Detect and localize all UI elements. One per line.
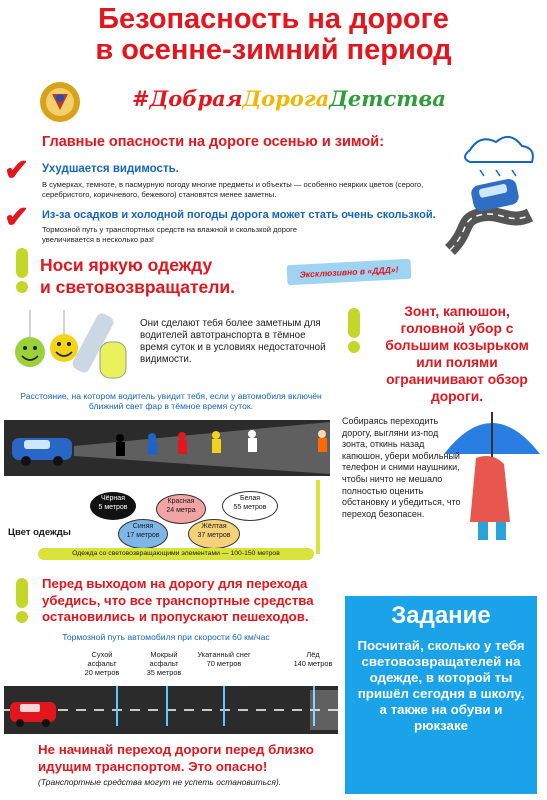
danger-1-text: В сумерках, темноте, в пасмурную погоду многие предметы и объекты — особенно неярких цветов (серого, серебристого, коричневого, бежевого) становятся менее заметны. xyxy=(42,180,424,199)
bright-clothes-heading xyxy=(40,254,235,298)
hashtag-part-2: Дорога xyxy=(242,86,330,111)
braking-caption: Тормозной путь автомобиля при скорости 60 км/час xyxy=(62,632,270,642)
braking-wet-dist: 35 метров xyxy=(146,668,182,677)
label-blue-dist: 17 метров xyxy=(126,532,160,539)
danger-2-title: Из-за осадков и холодной погоды дорога может стать очень скользкой. xyxy=(42,209,436,221)
traffic-police-emblem xyxy=(38,80,82,124)
danger-1-title: Ухудшается видимость. xyxy=(42,163,179,175)
task-heading: Задание xyxy=(391,602,491,629)
bright-clothes-heading-2: и световозвращатели. xyxy=(40,277,236,297)
label-red-color: Красная xyxy=(167,498,195,505)
hashtag-part-3: Детства xyxy=(329,86,446,111)
danger-2-text: Тормозной путь у транспортных средств на влажной и скользкой дороге увеличивается в несколько раз! xyxy=(42,225,298,244)
label-black-color: Чёрная xyxy=(100,495,125,502)
label-white xyxy=(222,491,278,521)
label-red xyxy=(156,494,206,524)
exclamation-icon xyxy=(342,306,366,354)
crossing-warning: Не начинай переход дороги перед близко идущим транспортом. Это опасно! xyxy=(38,742,314,774)
braking-wet-surface: Мокрый асфальт xyxy=(149,650,179,668)
umbrella-text: Собираясь переходить дорогу, выгляни из-под зонта, откинь назад капюшон, убери мобильный телефон и сними наушники, чтобы ничто не мешало полностью оценить обстановку и убедиться, что переход безопасен. xyxy=(342,416,461,519)
dangers-heading: Главные опасности на дороге осенью и зимой: xyxy=(42,134,385,150)
label-yellow-color: Жёлтая xyxy=(201,523,227,530)
slippery-road-illustration xyxy=(440,120,540,260)
braking-dry-surface: Сухой асфальт xyxy=(87,650,117,668)
visibility-caption: Расстояние, на котором водитель увидит тебя, если у автомобиля включён ближний свет фар в тёмное время суток. xyxy=(20,391,322,411)
label-white-color: Белая xyxy=(239,495,261,502)
task-box xyxy=(345,596,537,794)
clothes-color-label: Цвет одежды xyxy=(8,527,71,538)
checkmark-icon: ✔ xyxy=(4,201,30,234)
night-road-scene xyxy=(4,420,330,476)
braking-road xyxy=(4,686,338,734)
braking-snow-dist: 70 метров xyxy=(206,659,242,668)
bright-clothes-text: Они сделают тебя более заметным для водителей автотранспорта в тёмное время суток и в условиях недостаточной видимости. xyxy=(140,318,326,365)
braking-snow-surface: Укатанный снег xyxy=(197,650,251,659)
label-white-dist: 55 метров xyxy=(233,504,267,511)
label-yellow-dist: 37 метров xyxy=(197,532,231,539)
braking-ice xyxy=(288,650,338,668)
hashtag-part-1: #Добрая xyxy=(132,86,243,111)
braking-ice-surface: Лёд xyxy=(306,650,320,659)
page-title xyxy=(0,4,547,66)
title-line-2: в осенне-зимний период xyxy=(95,34,452,66)
reflective-clothes-bar: Одежда со световозвращающими элементами — 100-150 метров xyxy=(38,548,314,560)
braking-ice-dist: 140 метров xyxy=(293,659,333,668)
before-crossing-heading: Перед выходом на дорогу для перехода убедись, что все транспортные средства остановились и пропускают пешеходов. xyxy=(42,576,314,624)
braking-road-scene xyxy=(4,686,338,734)
label-blue-color: Синяя xyxy=(132,523,154,530)
exclamation-icon xyxy=(10,576,34,624)
bright-clothes-heading-1: Носи яркую одежду xyxy=(40,255,213,275)
title-line-1: Безопасность на дороге xyxy=(98,3,449,35)
night-road xyxy=(4,420,330,476)
umbrella-heading: Зонт, капюшон, головной убор с большим козырьком или полями ограничивают обзор дороги. xyxy=(385,304,529,404)
braking-snow xyxy=(188,650,260,668)
label-red-dist: 24 метра xyxy=(166,507,196,514)
label-yellow xyxy=(188,519,240,549)
label-blue xyxy=(118,519,168,549)
hashtag-logo xyxy=(132,86,446,111)
exclusive-badge: Эксклюзивно в «ДДД»! xyxy=(287,259,412,285)
checkmark-icon: ✔ xyxy=(4,154,30,187)
braking-dry xyxy=(78,650,126,677)
label-black xyxy=(90,492,136,520)
task-text: Посчитай, сколько у тебя световозвращателей на одежде, в которой ты пришёл сегодня в школу, а также на обуви и рюкзаке xyxy=(357,638,525,733)
reflectors-illustration xyxy=(8,300,138,388)
exclamation-icon xyxy=(10,246,34,294)
braking-dry-dist: 20 метров xyxy=(84,668,120,677)
reflective-bar-connector xyxy=(316,480,320,554)
braking-wet xyxy=(140,650,188,677)
crossing-note: (Транспортные средства могут не успеть остановиться). xyxy=(38,777,282,787)
label-black-dist: 5 метров xyxy=(98,504,128,511)
